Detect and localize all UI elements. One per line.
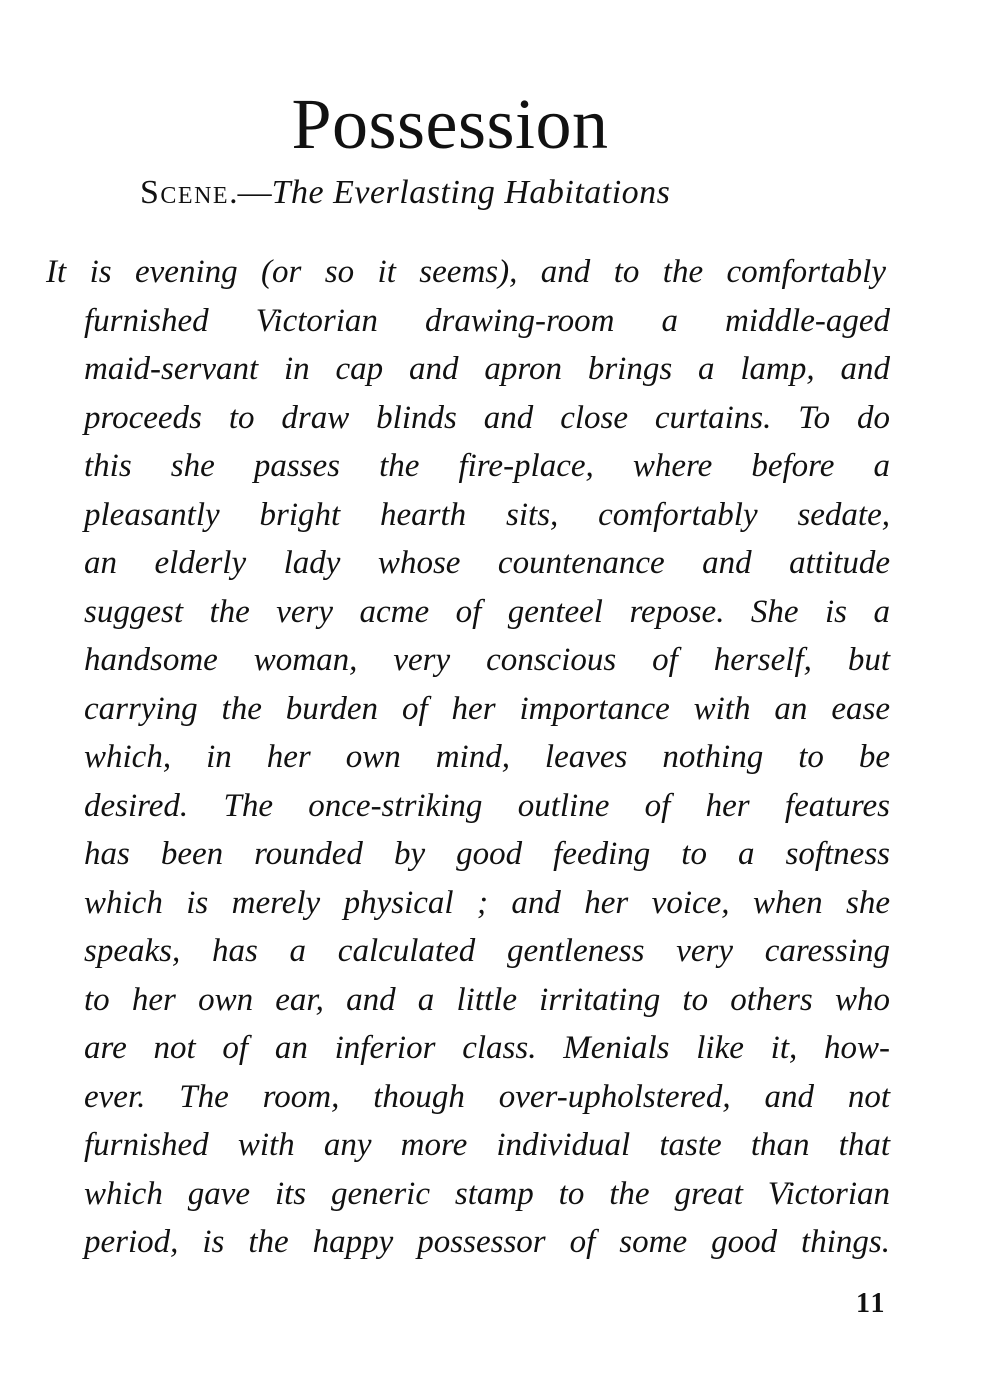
- paragraph-line: furnished Victorian drawing-room a middle-aged: [84, 302, 890, 339]
- scene-heading: [140, 176, 670, 210]
- page-number: 11: [856, 1288, 887, 1319]
- paragraph-line: suggest the very acme of genteel repose. She is a: [84, 593, 890, 630]
- paragraph-line: carrying the burden of her importance with an ease: [84, 690, 890, 727]
- paragraph-line: has been rounded by good feeding to a softness: [84, 836, 890, 872]
- paragraph-line: speaks, has a calculated gentleness very caressing: [84, 933, 890, 969]
- paragraph-line: which, in her own mind, leaves nothing to be: [84, 739, 890, 775]
- paragraph-line: to her own ear, and a little irritating to others who: [84, 981, 890, 1018]
- paragraph-line: proceeds to draw blinds and close curtains. To do: [84, 399, 890, 436]
- paragraph-line: which is merely physical ; and her voice, when she: [84, 884, 890, 921]
- paragraph-line: which gave its generic stamp to the great Victorian: [84, 1175, 890, 1212]
- page-title: Possession: [291, 84, 609, 165]
- paragraph-line: furnished with any more individual taste than that: [84, 1127, 890, 1163]
- paragraph-line: period, is the happy possessor of some good things.: [84, 1224, 890, 1260]
- scene-label: Scene: [140, 174, 230, 211]
- paragraph-line: this she passes the fire-place, where before a: [84, 448, 890, 484]
- paragraph-line: are not of an inferior class. Menials like it, how-: [84, 1030, 890, 1066]
- paragraph-line: desired. The once-striking outline of her features: [84, 787, 890, 824]
- paragraph-line: ever. The room, though over-upholstered, and not: [84, 1078, 890, 1115]
- paragraph-line: pleasantly bright hearth sits, comfortably sedate,: [84, 496, 890, 533]
- paragraph-line: It is evening (or so it seems), and to the comfortably: [46, 254, 886, 290]
- paragraph-line: handsome woman, very conscious of herself, but: [84, 642, 890, 678]
- scene-place: The Everlasting Habitations: [271, 174, 671, 211]
- scene-separator: .—: [229, 174, 272, 211]
- paragraph-line: maid-servant in cap and apron brings a lamp, and: [84, 351, 890, 387]
- paragraph-line: an elderly lady whose countenance and attitude: [84, 545, 890, 581]
